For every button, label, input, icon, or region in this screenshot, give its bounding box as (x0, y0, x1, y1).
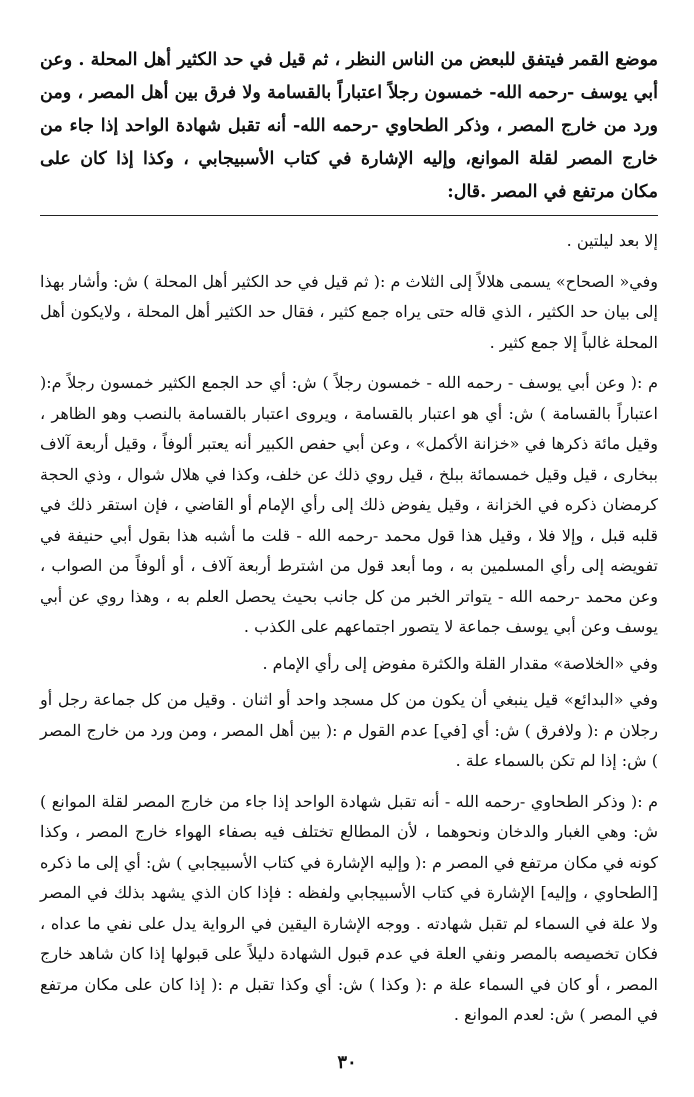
commentary-paragraph: إلا بعد ليلتين . (566, 231, 658, 250)
commentary-paragraph: وفي «الخلاصة» مقدار القلة والكثرة مفوض إلى رأي الإمام . (262, 653, 658, 673)
page-number: ٣٠ (337, 1052, 357, 1073)
main-text-paragraph: موضع القمر فيتفق للبعض من الناس النظر ، ثم قيل في حد الكثير أهل المحلة . وعن أبي يوسف -رحمه الله- خمسون رجلاً اعتباراً بالقسامة ولا فرق بين أهل المصر ، ومن ورد من خارج المصر ، وذكر الطحاوي -رحمه الله- أنه تقبل شهادة الواحد إذا جاء من خارج المصر لقلة الموانع، وإليه الإشارة في كتاب الأسبيجابي ، وكذا إذا كان على مكان مرتفع في المصر .قال: (40, 50, 658, 202)
page-body (40, 44, 658, 1037)
commentary-paragraph: وفي «البدائع» قيل ينبغي أن يكون من كل مسجد واحد أو اثنان . وقيل من كل جماعة رجل أو رجلان م :( ولافرق ) ش: أي [في] عدم القول م :( بين أهل المصر ، ومن ورد من خارج المصر ) ش: إذا لم تكن بالسماء علة . (40, 690, 658, 770)
commentary-paragraph: م :( وذكر الطحاوي -رحمه الله - أنه تقبل شهادة الواحد إذا جاء من خارج المصر لقلة الموانع ) ش: وهي الغبار والدخان ونحوهما ، لأن المطالع تختلف فيه بصفاء الهواء خارج المصر ، وكذا كونه في مكان مرتفع في المصر م :( وإليه الإشارة في كتاب الأسبيجابي ) ش: أي إلى ما ذكره [الطحاوي ، وإليه] الإشارة في كتاب الأسبيجابي ولفظه : فإذا كان الذي يشهد بذلك في المصر ولا علة في السماء لم تقبل شهادته . ووجه الإشارة اليقين في الرواية يدل على نفي ما عداه ، فكان تخصيصه بالمصر ونفي العلة في عدم قبول الشهادة دليلاً على قبولها إذا كان شاهد خارج المصر ، أو كان في السماء علة م :( وكذا ) ش: أي وكذا تقبل م :( إذا كان على مكان مرتفع في المصر ) ش: لعدم الموانع . (40, 791, 659, 1024)
commentary-paragraph: وفي« الصحاح» يسمى هلالاً إلى الثلاث م :( ثم قيل في حد الكثير أهل المحلة ) ش: وأشار بهذا إلى بيان حد الكثير ، الذي قاله حتى يراه جمع كثير ، فقال حد الكثير أهل المحلة ، ولايكون أهل المحلة غالباً إلا جمع كثير . (40, 271, 659, 352)
main-text-block (40, 44, 658, 209)
separator-line (40, 215, 658, 216)
commentary-block (40, 226, 658, 1031)
commentary-paragraph: م :( وعن أبي يوسف - رحمه الله - خمسون رجلاً ) ش: أي حد الجمع الكثير خمسون رجلاً م:( اعتباراً بالقسامة ) ش: أي هو اعتبار بالقسامة ، ويروى اعتبار بالقسامة بالنصب وهو الظاهر ، وقيل مائة ذكرها في «خزانة الأكمل» ، وعن أبي حفص الكبير أنه يعتبر ألوفاً ، وقيل أربعة آلاف ببخارى ، قيل وقيل خمسمائة ببلخ ، قيل روي ذلك عن خلف، وكذا في هلال شوال ، وذي الحجة كرمضان ذكره في الخزانة ، وقيل يفوض ذلك إلى رأي الإمام أو القاضي ، فإن استقر ذلك في قلبه قبل ، وإلا فلا ، وقيل هذا قول محمد -رحمه الله - قلت ما أشبه هذا بقول أبي حنيفة في تفويضه إلى رأي المسلمين به ، وما أبعد قول من اشترط أربعة آلاف ، أو ألوفاً من الصواب ، وعن محمد -رحمه الله - يتواتر الخبر من كل جانب بحيث يحصل العلم به ، وهذا روي عن أبي يوسف وعن أبي يوسف جماعة لا يتصور اجتماعهم على الكذب . (40, 373, 658, 636)
